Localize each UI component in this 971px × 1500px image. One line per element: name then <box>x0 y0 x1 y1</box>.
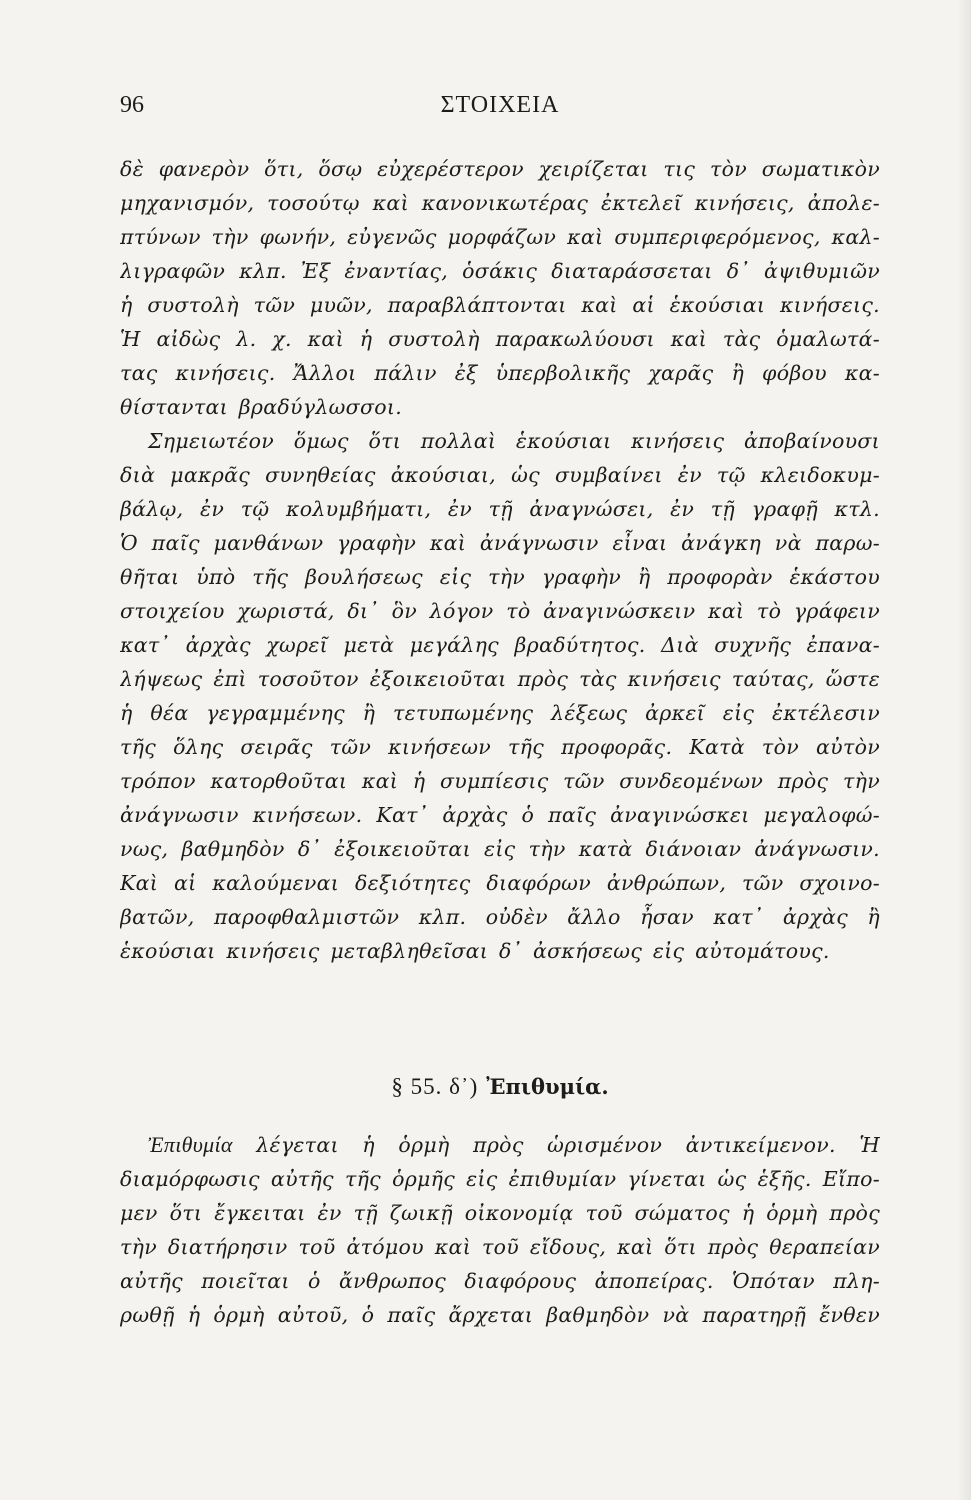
text-line: τῆς ὅλης σειρᾶς τῶν κινήσεων τῆς προφορᾶς. Κατὰ τὸν αὐτὸν <box>120 735 880 759</box>
text-line: διαμόρφωσις αὐτῆς τῆς ὁρμῆς εἰς ἐπιθυμίαν γίνεται ὡς ἑξῆς. Εἴπο- <box>120 1167 880 1191</box>
paragraph-2 <box>120 424 880 968</box>
text-line: βατῶν, παροφθαλμιστῶν κλπ. οὐδὲν ἄλλο ἦσαν κατ᾽ ἀρχὰς ἢ <box>120 905 880 929</box>
text-line: δὲ φανερὸν ὅτι, ὅσῳ εὐχερέστερον χειρίζεται τις τὸν σωματικὸν <box>120 157 880 181</box>
text-line: ἀνάγνωσιν κινήσεων. Κατ᾽ ἀρχὰς ὁ παῖς ἀναγινώσκει μεγαλοφώ- <box>120 803 880 827</box>
text-line: κατ᾽ ἀρχὰς χωρεῖ μετὰ μεγάλης βραδύτητος. Διὰ συχνῆς ἐπανα- <box>120 633 880 657</box>
running-head: ΣΤΟΙΧΕΙΑ <box>440 92 560 118</box>
text-line: Ὁ παῖς μανθάνων γραφὴν καὶ ἀνάγνωσιν εἶναι ἀνάγκη νὰ παρω- <box>120 531 880 555</box>
first-line-rest: λέγεται ἡ ὁρμὴ πρὸς ὡρισμένον ἀντικείμενον. Ἡ <box>256 1133 880 1157</box>
text-line: ἡ θέα γεγραμμένης ἢ τετυπωμένης λέξεως ἀρκεῖ εἰς ἐκτέλεσιν <box>120 701 880 725</box>
paragraph-1 <box>120 152 880 424</box>
page-edge-shadow <box>957 0 971 1500</box>
page-number: 96 <box>120 92 144 118</box>
text-line: μεν ὅτι ἔγκειται ἐν τῇ ζωικῇ οἰκονομίᾳ τοῦ σώματος ἡ ὁρμὴ πρὸς <box>120 1201 880 1225</box>
section-number: § 55. δ᾽) <box>391 1074 479 1099</box>
text-line: στοιχείου χωριστά, δι᾽ ὃν λόγον τὸ ἀναγινώσκειν καὶ τὸ γράφειν <box>120 599 880 623</box>
text-line: Ἡ αἰδὼς λ. χ. καὶ ἡ συστολὴ παρακωλύουσι καὶ τὰς ὁμαλωτά- <box>120 327 880 351</box>
text-line: λιγραφῶν κλπ. Ἐξ ἐναντίας, ὁσάκις διαταράσσεται δ᾽ ἀψιθυμιῶν <box>120 259 880 283</box>
section-heading <box>120 1074 880 1100</box>
text-line: διὰ μακρᾶς συνηθείας ἀκούσιαι, ὡς συμβαίνει ἐν τῷ κλειδοκυμ- <box>120 463 880 487</box>
body-text-lower <box>120 1128 880 1332</box>
body-text-upper <box>120 152 880 968</box>
text-line: θῆται ὑπὸ τῆς βουλήσεως εἰς τὴν γραφὴν ἢ προφορὰν ἑκάστου <box>120 565 880 589</box>
text-line: αὐτῆς ποιεῖται ὁ ἄνθρωπος διαφόρους ἀποπείρας. Ὁπόταν πλη- <box>120 1269 880 1293</box>
text-line: βάλῳ, ἐν τῷ κολυμβήματι, ἐν τῇ ἀναγνώσει, ἐν τῇ γραφῇ κτλ. <box>120 497 880 521</box>
text-line: ἑκούσιαι κινήσεις μεταβληθεῖσαι δ᾽ ἀσκήσεως εἰς αὐτομάτους. <box>120 939 830 963</box>
text-line: λήψεως ἐπὶ τοσοῦτον ἐξοικειοῦται πρὸς τὰς κινήσεις ταύτας, ὥστε <box>120 667 880 691</box>
paragraph-3 <box>120 1128 880 1332</box>
text-line: ρωθῇ ἡ ὁρμὴ αὐτοῦ, ὁ παῖς ἄρχεται βαθμηδὸν νὰ παρατηρῇ ἔνθεν <box>120 1303 880 1327</box>
section-title: Ἐπιθυμία. <box>486 1074 609 1099</box>
text-line: θίστανται βραδύγλωσσοι. <box>120 395 403 419</box>
page-header <box>120 92 880 128</box>
text-line: Σημειωτέον ὅμως ὅτι πολλαὶ ἑκούσιαι κινήσεις ἀποβαίνουσι <box>148 429 880 453</box>
text-line <box>120 1128 880 1162</box>
text-line: τρόπον κατορθοῦται καὶ ἡ συμπίεσις τῶν συνδεομένων πρὸς τὴν <box>120 769 880 793</box>
text-line: Καὶ αἱ καλούμεναι δεξιότητες διαφόρων ἀνθρώπων, τῶν σχοινο- <box>120 871 880 895</box>
text-line: πτύνων τὴν φωνήν, εὐγενῶς μορφάζων καὶ συμπεριφερόμενος, καλ- <box>120 225 880 249</box>
text-line: ἡ συστολὴ τῶν μυῶν, παραβλάπτονται καὶ αἱ ἑκούσιαι κινήσεις. <box>120 293 880 317</box>
text-line: μηχανισμόν, τοσούτῳ καὶ κανονικωτέρας ἐκτελεῖ κινήσεις, ἀπολε- <box>120 191 880 215</box>
text-line: νως, βαθμηδὸν δ᾽ ἐξοικειοῦται εἰς τὴν κατὰ διάνοιαν ἀνάγνωσιν. <box>120 837 880 861</box>
text-line: τὴν διατήρησιν τοῦ ἀτόμου καὶ τοῦ εἴδους, καὶ ὅτι πρὸς θεραπείαν <box>120 1235 880 1259</box>
lead-word: Ἐπιθυμία <box>148 1132 233 1157</box>
text-line: τας κινήσεις. Ἄλλοι πάλιν ἐξ ὑπερβολικῆς χαρᾶς ἢ φόβου κα- <box>120 361 880 385</box>
